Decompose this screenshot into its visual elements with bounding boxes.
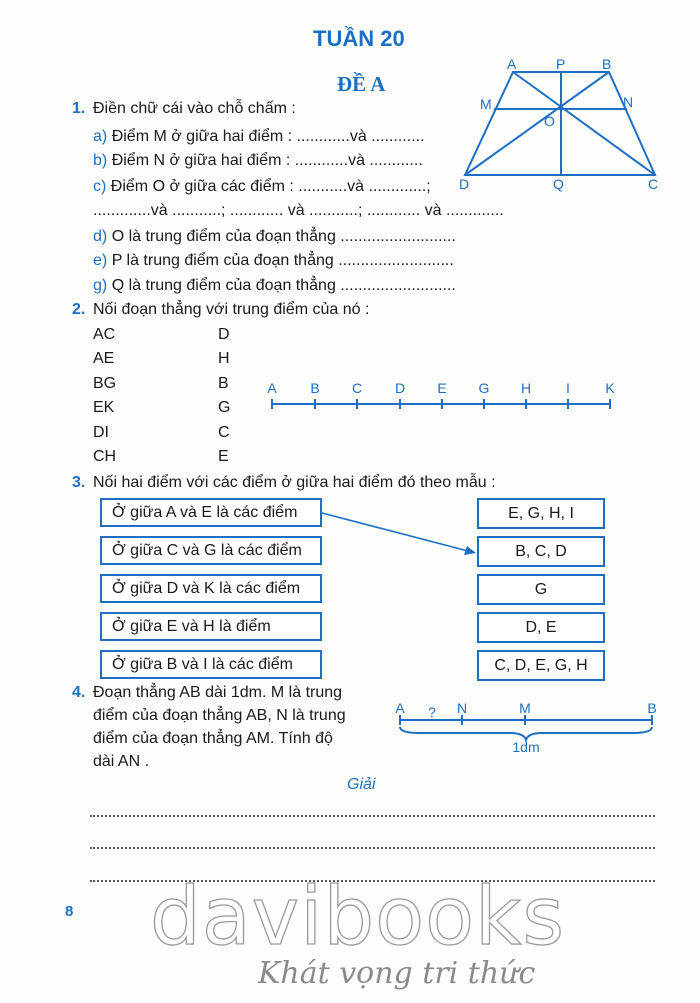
q1-number: 1. xyxy=(72,100,86,117)
q1e-text: P là trung điểm của đoạn thẳng .......................... xyxy=(111,252,454,269)
midpoint-item: D xyxy=(218,326,230,343)
label-q: Q xyxy=(553,176,564,192)
q1d-label: d) xyxy=(93,228,108,245)
solution-label: Giải xyxy=(347,776,376,793)
segment-item: AC xyxy=(93,326,116,343)
q3-text: Nối hai điểm với các điểm ở giữa hai điểm đó theo mẫu : xyxy=(93,474,496,491)
ruler-label: I xyxy=(566,380,570,396)
q1b-text: Điểm N ở giữa hai điểm : ............và ............ xyxy=(111,152,423,169)
points-box[interactable]: C, D, E, G, H xyxy=(477,650,605,681)
midpoint-item: H xyxy=(218,350,230,367)
arrow-head-icon xyxy=(464,546,476,555)
ruler-label: A xyxy=(267,380,277,396)
points-box[interactable]: G xyxy=(477,574,605,605)
ruler-label: E xyxy=(437,380,447,396)
label-n: N xyxy=(623,94,634,110)
between-box[interactable]: Ở giữa E và H là điểm xyxy=(100,612,322,641)
q2-ruler xyxy=(262,378,622,414)
q4-number: 4. xyxy=(72,684,86,701)
q1-item-a xyxy=(93,128,425,146)
q4-line: Đoạn thẳng AB dài 1dm. M là trung xyxy=(93,684,343,701)
q1b-label: b) xyxy=(93,152,108,169)
brand-watermark: davibooks xyxy=(150,870,566,963)
q1a-text: Điểm M ở giữa hai điểm : ............và ............ xyxy=(111,128,425,145)
label-m: M xyxy=(480,96,492,112)
points-box[interactable]: B, C, D xyxy=(477,536,605,567)
diagonal-ac xyxy=(513,72,655,175)
q1e-label: e) xyxy=(93,252,108,269)
ruler-label: B xyxy=(310,380,320,396)
length-label: 1dm xyxy=(512,739,540,755)
points-box[interactable]: D, E xyxy=(477,612,605,643)
ruler-label: K xyxy=(605,380,615,396)
label-o: O xyxy=(544,113,555,129)
q1-item-c-continued: .............và ...........; ............ và ...........; ............ và ............. xyxy=(93,202,504,219)
diagonal-bd xyxy=(465,72,609,175)
label-a: A xyxy=(507,56,517,72)
q1c-text: Điểm O ở giữa các điểm : ...........và .............; xyxy=(110,178,431,195)
label-b: B xyxy=(602,56,612,72)
arrow-line xyxy=(322,513,468,551)
q1d-text: O là trung điểm của đoạn thẳng .......................... xyxy=(111,228,456,245)
q1-item-g xyxy=(93,277,456,295)
label-n: N xyxy=(456,700,468,716)
q4-line: điểm của đoạn thẳng AM. Tính độ xyxy=(93,730,333,747)
brand-slogan: Khát vọng tri thức xyxy=(258,956,536,991)
ruler-label: D xyxy=(394,380,406,396)
example-arrow xyxy=(320,505,480,560)
segment-item: DI xyxy=(93,424,109,441)
label-a: A xyxy=(395,700,405,716)
ruler-label: C xyxy=(351,380,363,396)
between-box[interactable]: Ở giữa B và I là các điểm xyxy=(100,650,322,679)
between-box[interactable]: Ở giữa A và E là các điểm xyxy=(100,498,322,527)
midpoint-item: B xyxy=(218,375,229,392)
segment-item: CH xyxy=(93,448,117,465)
segment-item: BG xyxy=(93,375,117,392)
label-m: M xyxy=(519,700,531,716)
q1g-text: Q là trung điểm của đoạn thẳng .......................... xyxy=(111,277,456,294)
q1-item-e xyxy=(93,252,454,270)
label-unknown: ? xyxy=(428,704,436,720)
label-d: D xyxy=(459,176,470,192)
ruler-label: G xyxy=(478,380,490,396)
q1-item-d xyxy=(93,228,456,246)
q1-text: Điền chữ cái vào chỗ chấm : xyxy=(93,100,296,117)
q1-item-c xyxy=(93,178,431,196)
segment-item: EK xyxy=(93,399,115,416)
label-c: C xyxy=(648,176,659,192)
q1c-label: c) xyxy=(93,178,107,195)
between-box[interactable]: Ở giữa D và K là các điểm xyxy=(100,574,322,603)
q4-line: dài AN . xyxy=(93,753,150,770)
answer-line[interactable] xyxy=(90,815,655,817)
midpoint-item: G xyxy=(218,399,231,416)
q3-number: 3. xyxy=(72,474,86,491)
answer-line[interactable] xyxy=(90,847,655,849)
q1-item-b xyxy=(93,152,423,170)
segment-item: AE xyxy=(93,350,115,367)
q4-line: điểm của đoạn thẳng AB, N là trung xyxy=(93,707,346,724)
week-title: TUẦN 20 xyxy=(313,26,405,51)
q1a-label: a) xyxy=(93,128,108,145)
between-box[interactable]: Ở giữa C và G là các điểm xyxy=(100,536,322,565)
q2-text: Nối đoạn thẳng với trung điểm của nó : xyxy=(93,301,370,318)
ruler-label: H xyxy=(520,380,532,396)
q1g-label: g) xyxy=(93,277,108,294)
label-p: P xyxy=(556,56,566,72)
label-b: B xyxy=(647,700,657,716)
points-box[interactable]: E, G, H, I xyxy=(477,498,605,529)
page-number: 8 xyxy=(65,903,74,920)
trapezoid-figure xyxy=(455,55,670,195)
midpoint-item: E xyxy=(218,448,229,465)
section-title: ĐỀ A xyxy=(337,72,386,96)
q2-number: 2. xyxy=(72,301,86,318)
midpoint-item: C xyxy=(218,424,230,441)
q4-segment-figure xyxy=(390,700,665,755)
